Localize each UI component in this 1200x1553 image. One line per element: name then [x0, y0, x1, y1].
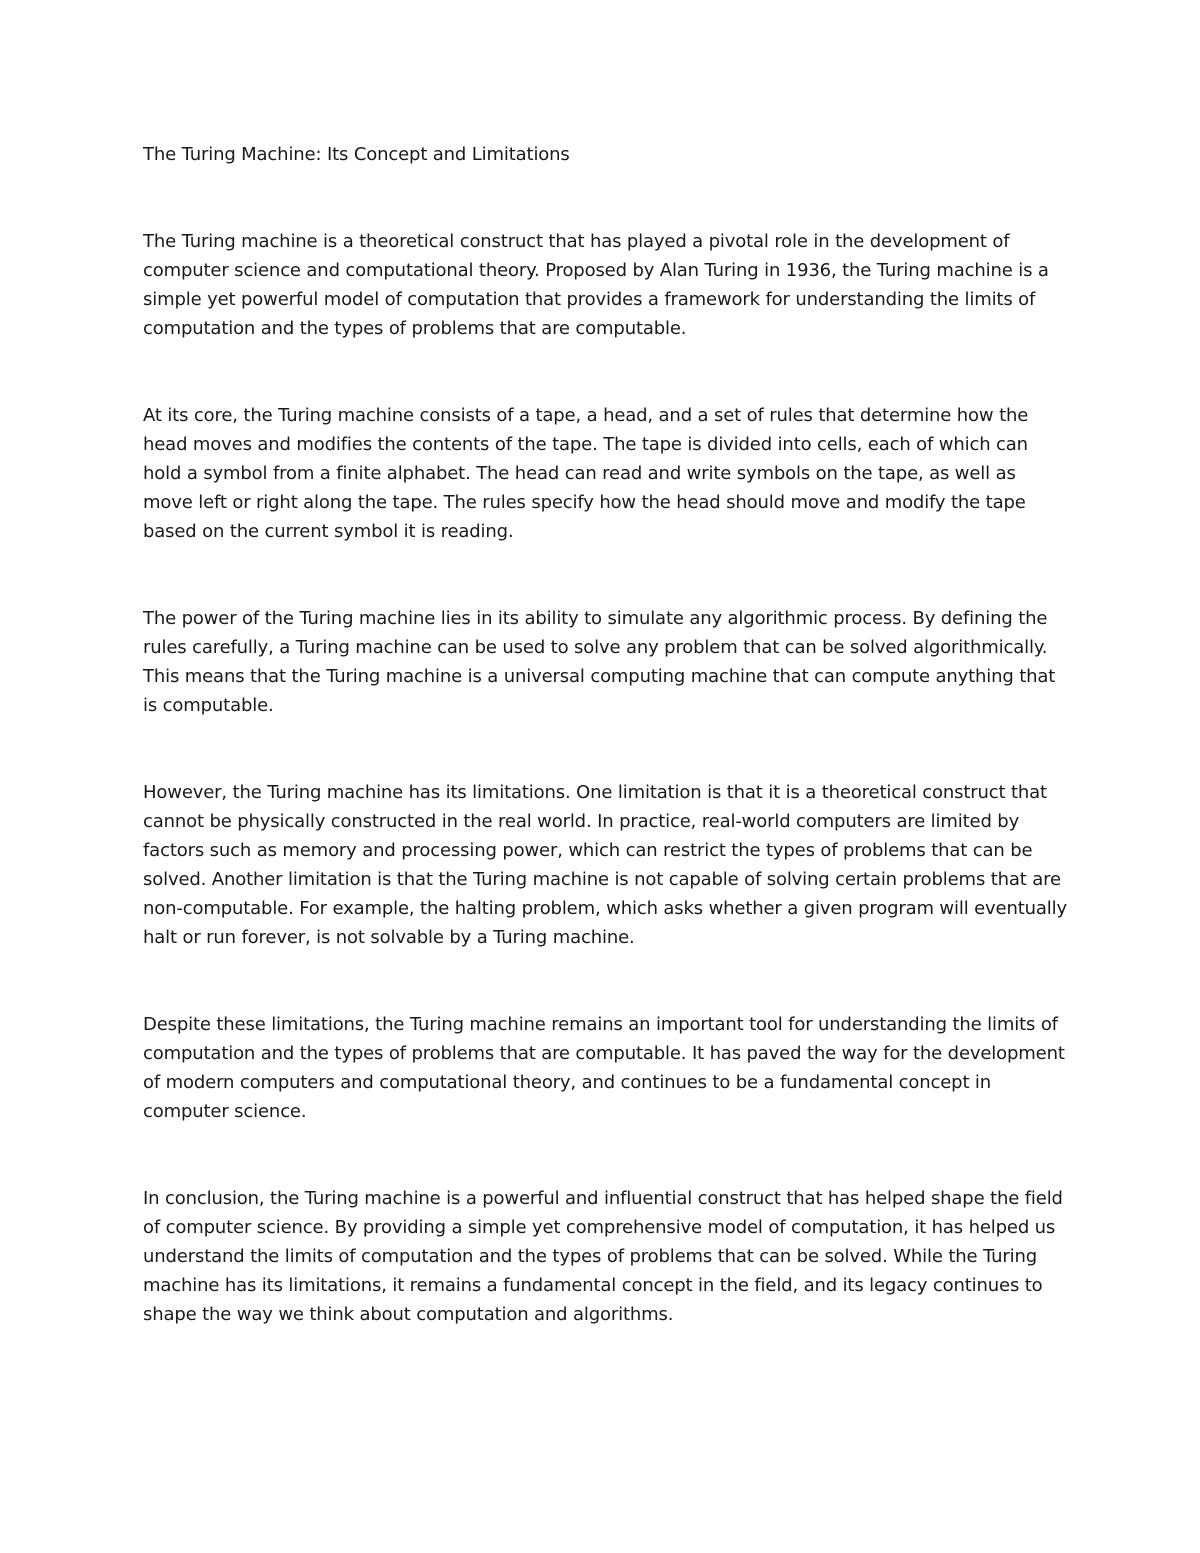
- spacer: [143, 952, 1068, 1010]
- spacer: [143, 720, 1068, 778]
- paragraph-despite: Despite these limitations, the Turing machine remains an important tool for understanding the limits of computation and the types of problems that are computable. It has paved the way for the development of modern computers and computational theory, and continues to be a fundamental concept in computer science.: [143, 1014, 1065, 1122]
- document-body: [143, 140, 1068, 1329]
- paragraph-intro: The Turing machine is a theoretical construct that has played a pivotal role in the development of computer science and computational theory. Proposed by Alan Turing in 1936, the Turing machine is a simple yet powerful model of computation that provides a framework for understanding the limits of computation and the types of problems that are computable.: [143, 231, 1049, 339]
- paragraph-conclusion: In conclusion, the Turing machine is a powerful and influential construct that has helped shape the field of computer science. By providing a simple yet comprehensive model of computation, it has helped us understand the limits of computation and the types of problems that can be solved. While the Turing machine has its limitations, it remains a fundamental concept in the field, and its legacy continues to shape the way we think about computation and algorithms.: [143, 1188, 1063, 1325]
- paragraph-core: At its core, the Turing machine consists of a tape, a head, and a set of rules that determine how the head moves and modifies the contents of the tape. The tape is divided into cells, each of which can hold a symbol from a finite alphabet. The head can read and write symbols on the tape, as well as move left or right along the tape. The rules specify how the head should move and modify the tape based on the current symbol it is reading.: [143, 405, 1029, 542]
- paragraph-limitations: However, the Turing machine has its limitations. One limitation is that it is a theoretical construct that cannot be physically constructed in the real world. In practice, real-world computers are limited by factors such as memory and processing power, which can restrict the types of problems that can be solved. Another limitation is that the Turing machine is not capable of solving certain problems that are non-computable. For example, the halting problem, which asks whether a given program will eventually halt or run forever, is not solvable by a Turing machine.: [143, 782, 1067, 948]
- document-title: The Turing Machine: Its Concept and Limitations: [143, 144, 570, 165]
- spacer: [143, 546, 1068, 604]
- spacer: [143, 169, 1068, 227]
- paragraph-power: The power of the Turing machine lies in its ability to simulate any algorithmic process. By defining the rules carefully, a Turing machine can be used to solve any problem that can be solved algorithmically. This means that the Turing machine is a universal computing machine that can compute anything that is computable.: [143, 608, 1056, 716]
- spacer: [143, 343, 1068, 401]
- spacer: [143, 1126, 1068, 1184]
